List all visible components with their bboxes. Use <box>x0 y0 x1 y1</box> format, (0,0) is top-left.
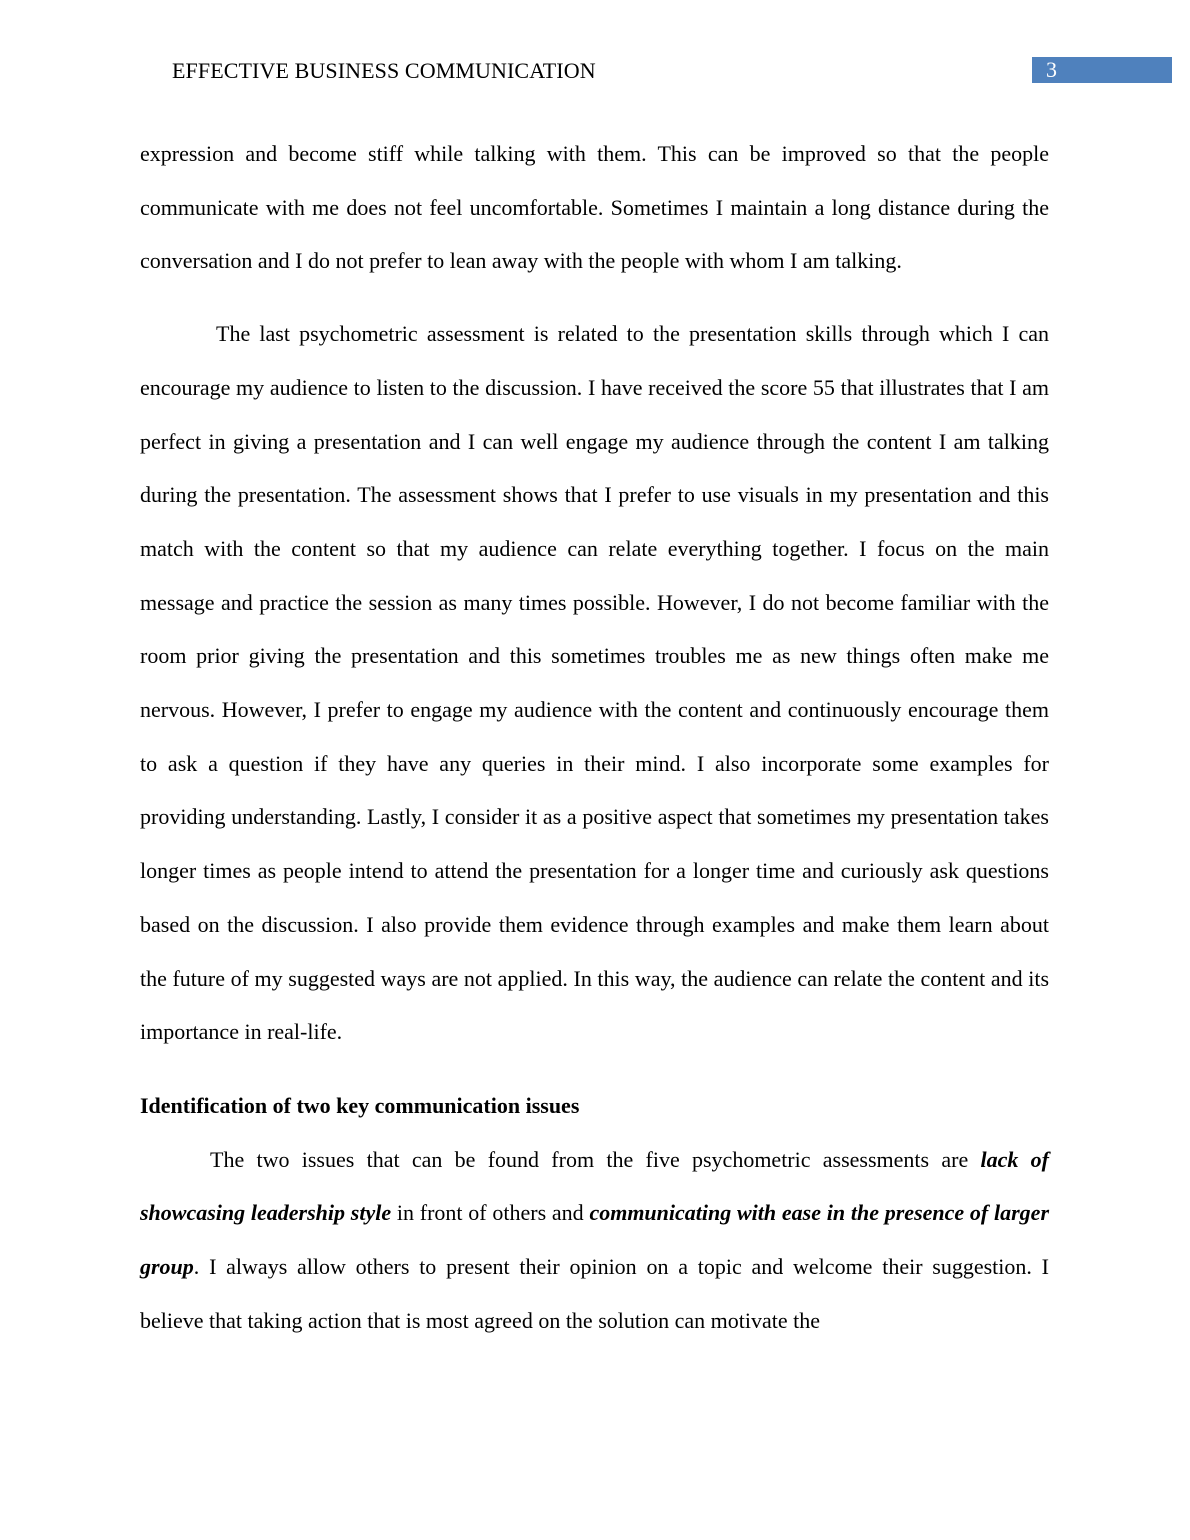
section-heading: Identification of two key communication issues <box>140 1092 580 1118</box>
emphasized-issue-2: communicating with ease in the presence of larger group <box>140 1200 1050 1280</box>
page-number-badge: 3 <box>1032 57 1172 83</box>
paragraph-text: in front of others and <box>391 1200 590 1226</box>
paragraph-text: . I always allow others to present their opinion on a topic and welcome their suggestion. I believe that taking action that is most agreed on the solution can motivate the <box>140 1254 1049 1333</box>
running-head: EFFECTIVE BUSINESS COMMUNICATION <box>172 58 596 83</box>
page-header <box>0 0 1190 100</box>
paragraph-text: The two issues that can be found from the five psychometric assessments are <box>210 1146 981 1172</box>
paragraph-nonverbal-continued: expression and become stiff while talking with them. This can be improved so that the people communicate with me does not feel uncomfortable. Sometimes I maintain a long distance during the conversation and I do not prefer to lean away with the people with whom I am talking. <box>140 141 1049 274</box>
paragraph-key-issues <box>140 1133 1049 1348</box>
paragraph-presentation-skills: The last psychometric assessment is related to the presentation skills through which I can encourage my audience to listen to the discussion. I have received the score 55 that illustrates that I am perfect in giving a presentation and I can well engage my audience through the content I am talking during the presentation. The assessment shows that I prefer to use visuals in my presentation and this match with the content so that my audience can relate everything together. I focus on the main message and practice the session as many times possible. However, I do not become familiar with the room prior giving the presentation and this sometimes troubles me as new things often make me nervous. However, I prefer to engage my audience with the content and continuously encourage them to ask a question if they have any queries in their mind. I also incorporate some examples for providing understanding. Lastly, I consider it as a positive aspect that sometimes my presentation takes longer times as people intend to attend the presentation for a longer time and curiously ask questions based on the discussion. I also provide them evidence through examples and make them learn about the future of my suggested ways are not applied. In this way, the audience can relate the content and its importance in real-life. <box>140 321 1049 1045</box>
document-body <box>140 127 1049 1347</box>
emphasized-issue-1: lack of showcasing leadership style <box>140 1146 1050 1226</box>
